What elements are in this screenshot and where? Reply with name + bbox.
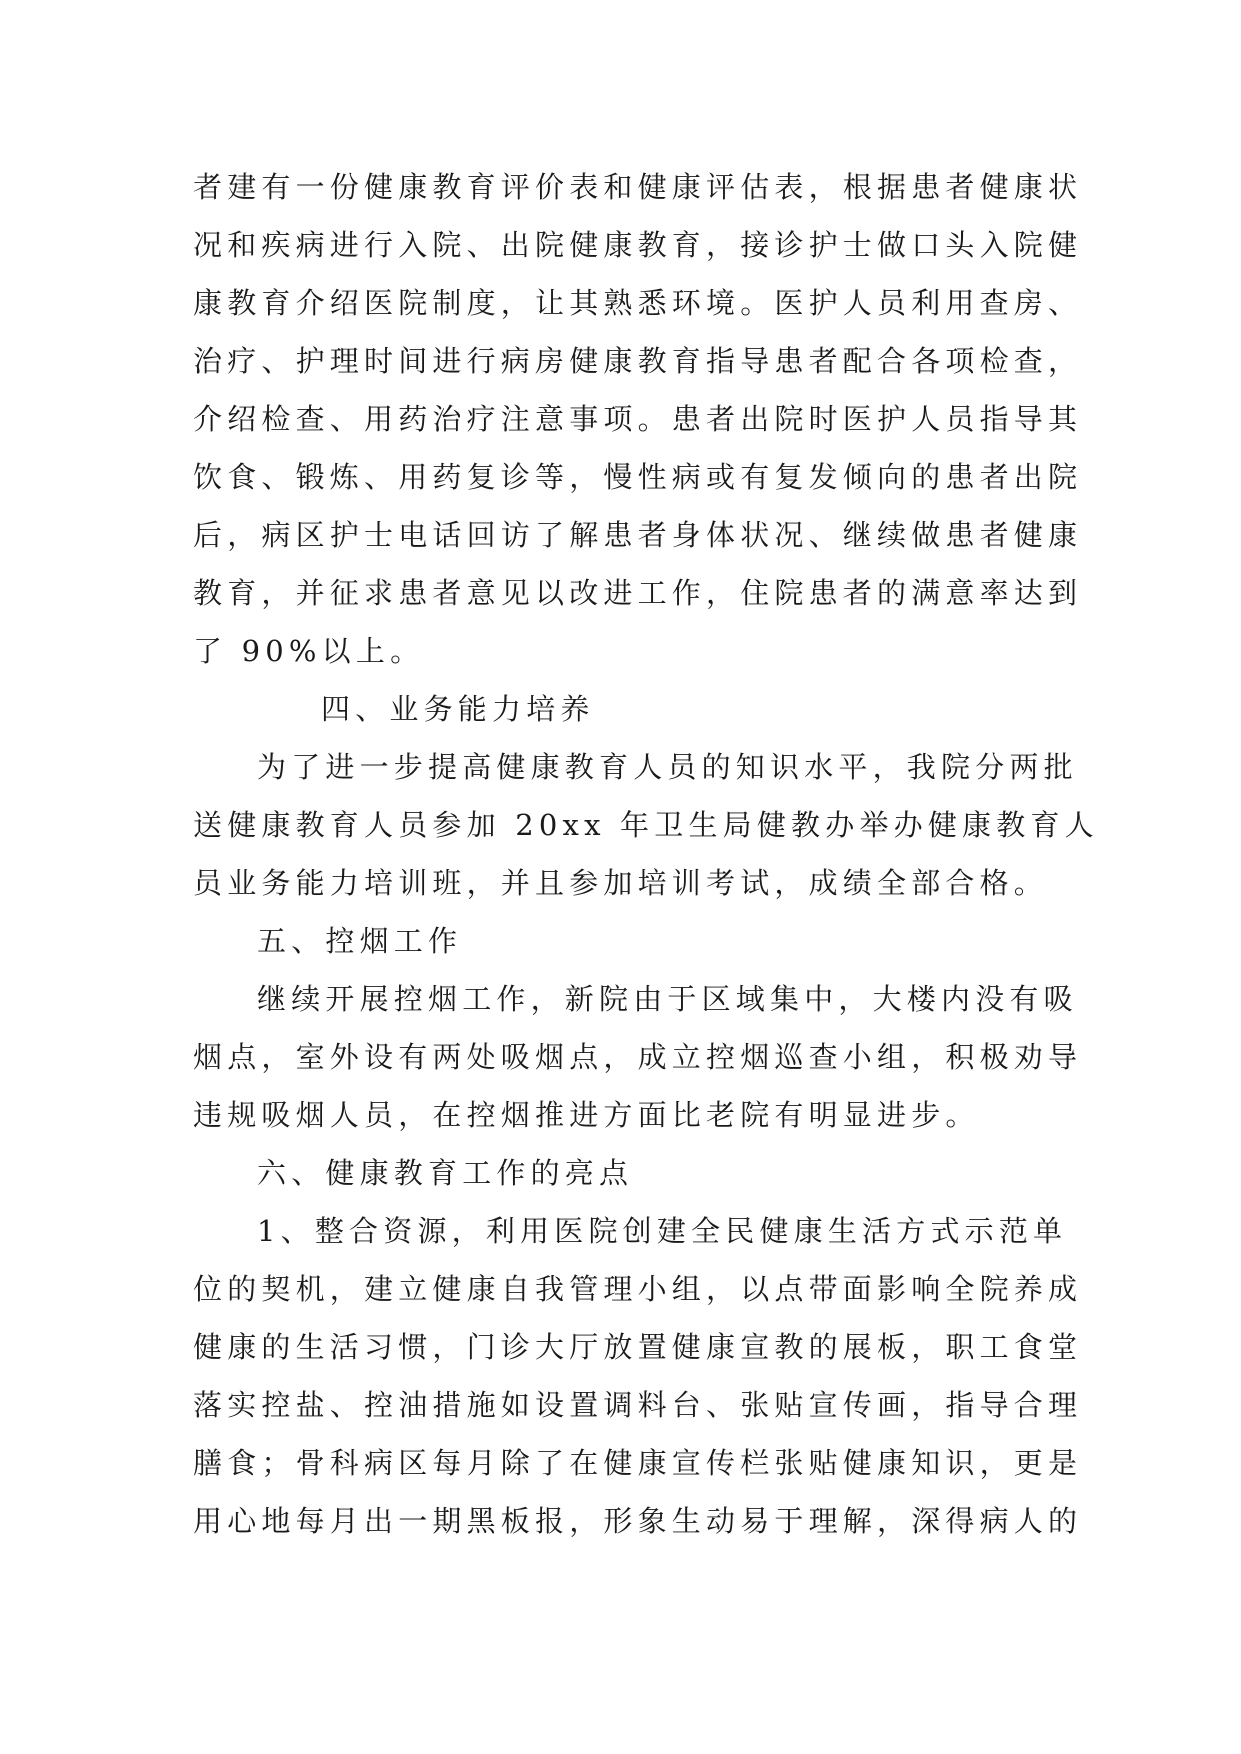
text-line: 员业务能力培训班，并且参加培训考试，成绩全部合格。 [193,866,1049,900]
text-line: 继续开展控烟工作，新院由于区域集中，大楼内没有吸 [257,982,1078,1016]
text-line: 康教育介绍医院制度，让其熟悉环境。医护人员利用查房、 [193,286,1083,320]
document-body [193,158,1099,1550]
text-line: 为了进一步提高健康教育人员的知识水平，我院分两批 [257,750,1078,784]
section-heading-5 [193,912,1058,970]
paragraph-highlights [193,1202,1083,1550]
heading-text: 四、业务能力培养 [321,692,595,726]
paragraph-smoking-control [193,970,1083,1144]
text-line: 教育，并征求患者意见以改进工作，住院患者的满意率达到 [193,576,1083,610]
heading-text: 六、健康教育工作的亮点 [257,1156,634,1190]
text-line: 烟点，室外设有两处吸烟点，成立控烟巡查小组，积极劝导 [193,1040,1083,1074]
section-heading-4 [193,680,1058,738]
text-line: 了 90%以上。 [193,634,425,668]
text-line: 膳食；骨科病区每月除了在健康宣传栏张贴健康知识，更是 [193,1446,1083,1480]
text-line: 用心地每月出一期黑板报，形象生动易于理解，深得病人的 [193,1504,1083,1538]
text-line: 治疗、护理时间进行病房健康教育指导患者配合各项检查， [193,344,1083,378]
text-line: 况和疾病进行入院、出院健康教育，接诊护士做口头入院健 [193,228,1083,262]
section-heading-6 [193,1144,1058,1202]
text-line: 介绍检查、用药治疗注意事项。患者出院时医护人员指导其 [193,402,1083,436]
text-line: 落实控盐、控油措施如设置调料台、张贴宣传画，指导合理 [193,1388,1083,1422]
paragraph-training [193,738,1099,912]
text-line: 后，病区护士电话回访了解患者身体状况、继续做患者健康 [193,518,1083,552]
text-line: 者建有一份健康教育评价表和健康评估表，根据患者健康状 [193,170,1083,204]
text-line: 位的契机，建立健康自我管理小组，以点带面影响全院养成 [193,1272,1083,1306]
text-line: 健康的生活习惯，门诊大厅放置健康宣教的展板，职工食堂 [193,1330,1083,1364]
paragraph-patient-education [193,158,1083,680]
text-line: 违规吸烟人员，在控烟推进方面比老院有明显进步。 [193,1098,980,1132]
text-line: 饮食、锻炼、用药复诊等，慢性病或有复发倾向的患者出院 [193,460,1083,494]
heading-text: 五、控烟工作 [257,924,463,958]
text-line: 送健康教育人员参加 20xx 年卫生局健教办举办健康教育人 [193,808,1099,842]
text-line: 1、整合资源，利用医院创建全民健康生活方式示范单 [257,1214,1068,1248]
